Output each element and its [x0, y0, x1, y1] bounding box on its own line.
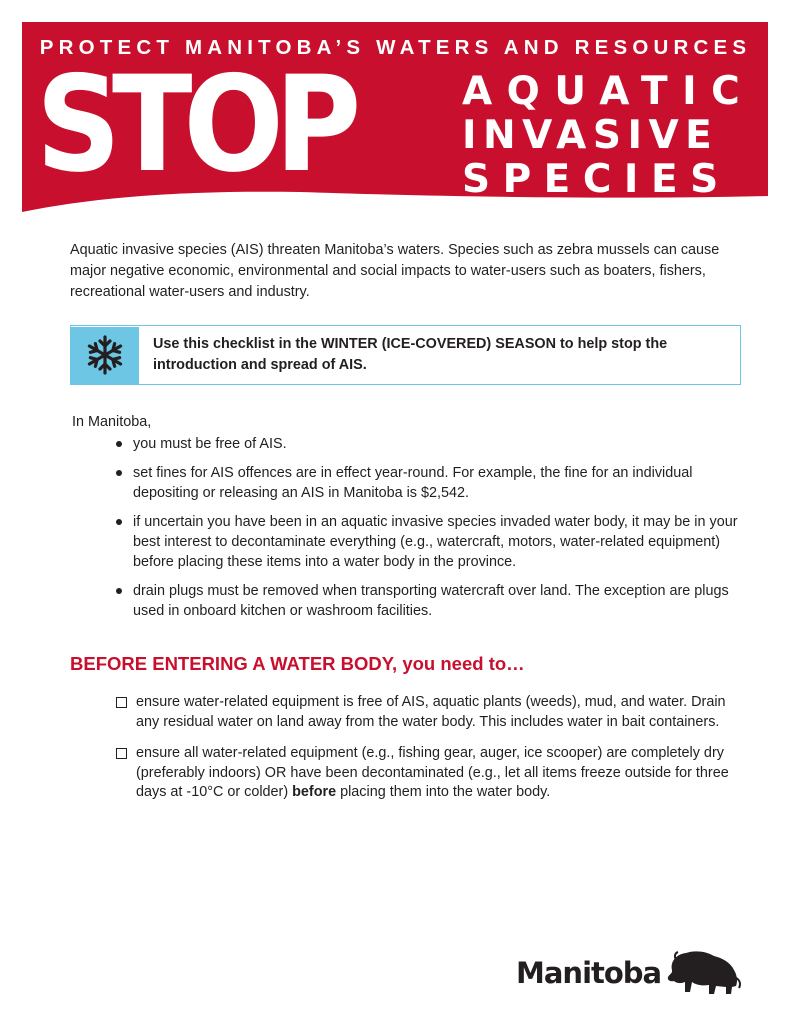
checklist-item: ensure water-related equipment is free of AIS, aquatic plants (weeds), mud, and water. Drain any residual water on land away from the water body. This includes water in bait containers.: [116, 693, 746, 732]
list-item: set fines for AIS offences are in effect year-round. For example, the fine for an individual depositing or releasing an AIS in Manitoba is $2,542.: [116, 463, 746, 503]
checklist: [116, 693, 746, 815]
rules-list: [116, 434, 746, 630]
logo-wordmark: Manitoba: [516, 956, 662, 990]
callout-text: Use this checklist in the WINTER (ICE-COVERED) SEASON to help stop the introduction and spread of AIS.: [153, 336, 668, 373]
rules-lead: In Manitoba,: [72, 414, 152, 430]
snowflake-icon: [71, 327, 139, 384]
bison-icon: [666, 948, 742, 996]
list-item: drain plugs must be removed when transporting watercraft over land. The exception are plugs used in onboard kitchen or washroom facilities.: [116, 581, 746, 621]
bullet-icon: [116, 588, 122, 594]
manitoba-logo: [516, 946, 742, 998]
winter-callout: [70, 325, 741, 385]
bullet-icon: [116, 470, 122, 476]
title-line: INVASIVE: [462, 113, 719, 158]
title-aquatic-invasive-species: [462, 69, 755, 202]
title-line: AQUATIC: [462, 69, 755, 114]
section-heading: BEFORE ENTERING A WATER BODY, you need to…: [70, 653, 525, 674]
bullet-icon: [116, 441, 122, 447]
checklist-item: ensure all water-related equipment (e.g., fishing gear, auger, ice scooper) are completely dry (preferably indoors) OR have been decontaminated (e.g., let all items freeze outside for three days at -10°C or colder) before placing them into the water body.: [116, 744, 746, 803]
intro-paragraph: Aquatic invasive species (AIS) threaten Manitoba’s waters. Species such as zebra mussels can cause major negative economic, environmental and social impacts to water-users such as boaters, fishers, recreational water-users and industry.: [70, 242, 720, 301]
list-item: if uncertain you have been in an aquatic invasive species invaded water body, it may be in your best interest to decontaminate everything (e.g., watercraft, motors, water-related equipment) before placing these items into a water body in the province.: [116, 512, 746, 572]
list-item: you must be free of AIS.: [116, 434, 746, 454]
title-line: SPECIES: [462, 157, 731, 202]
tagline: PROTECT MANITOBA’S WATERS AND RESOURCES: [39, 36, 752, 59]
bullet-icon: [116, 519, 122, 525]
stop-word: STOP: [36, 46, 353, 202]
checkbox[interactable]: [116, 697, 127, 708]
checkbox[interactable]: [116, 748, 127, 759]
header-banner: [0, 0, 791, 230]
